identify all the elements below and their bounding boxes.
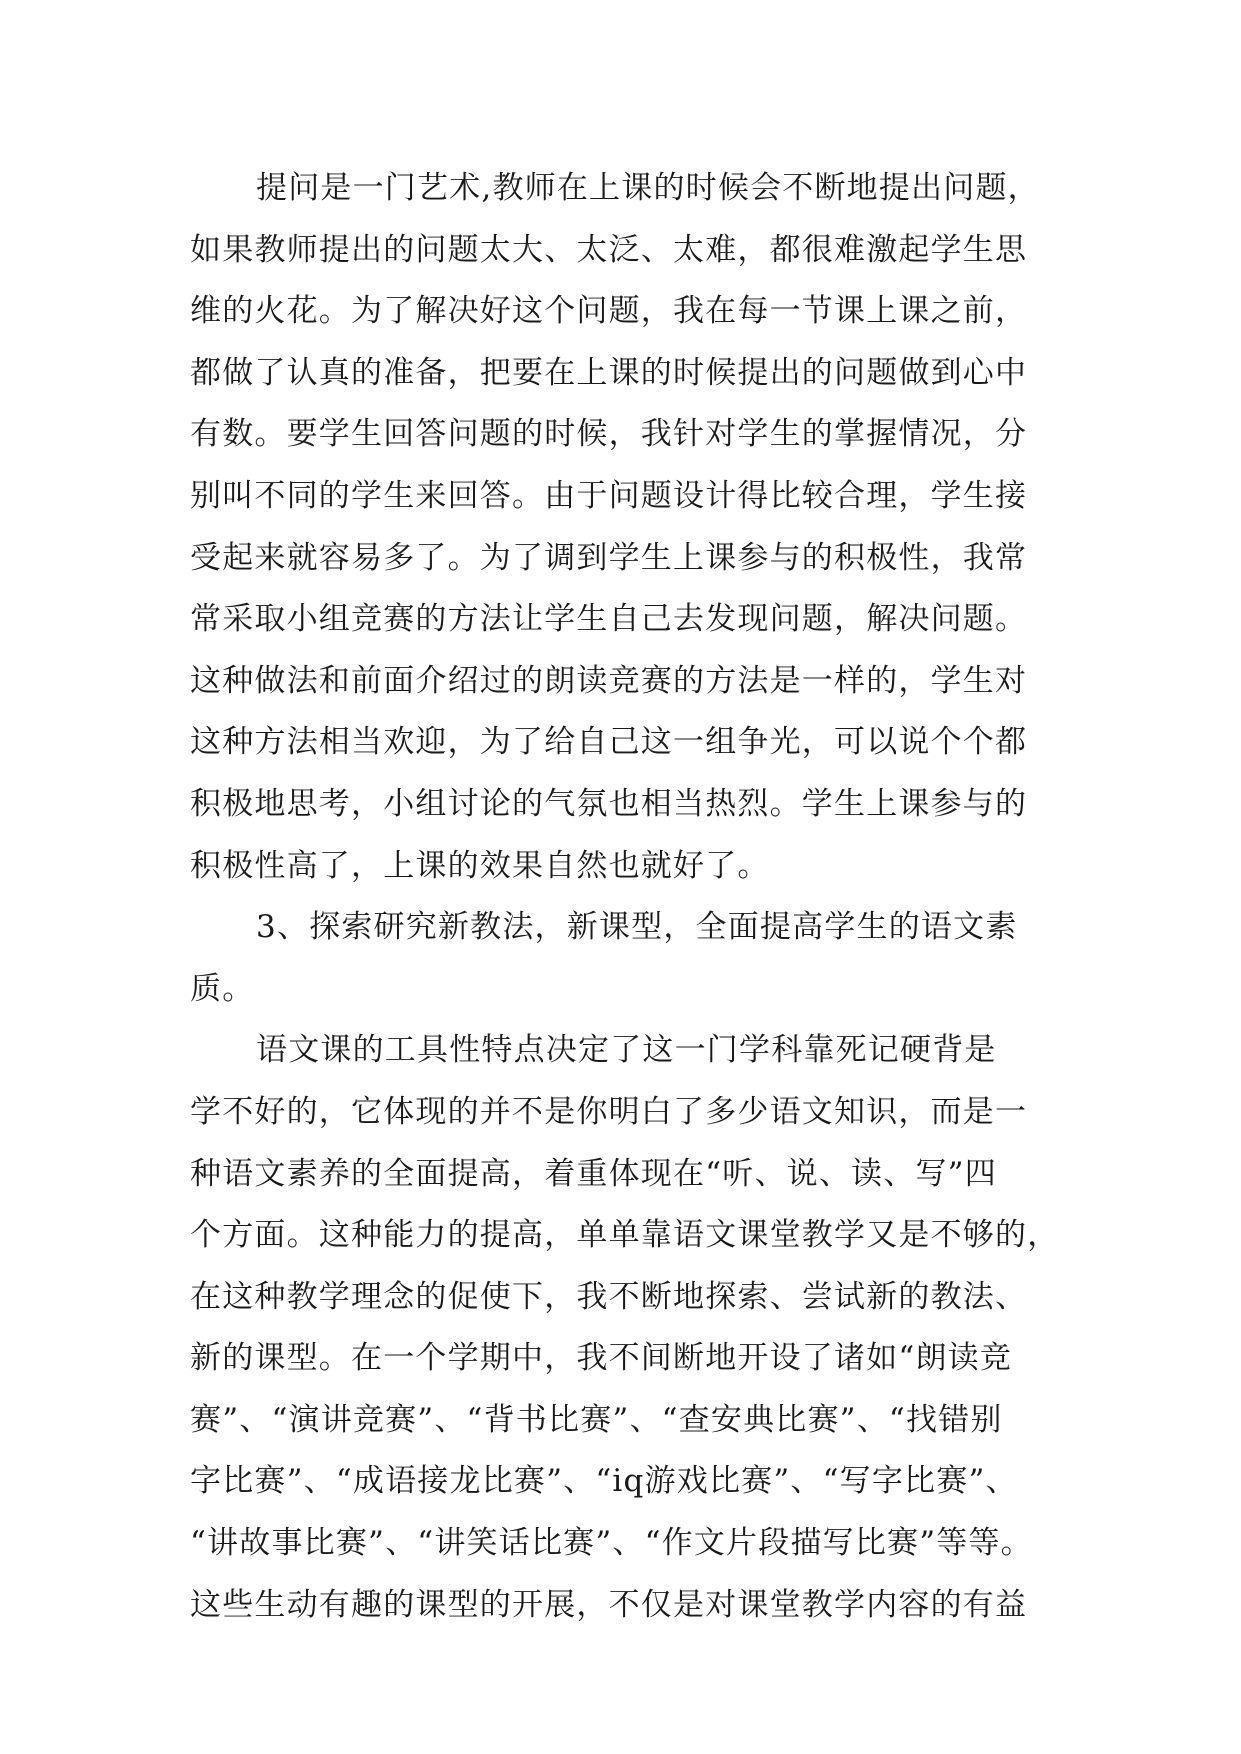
text-line: 个方面。这种能力的提高，单单靠语文课堂教学又是不够的，	[190, 1217, 1060, 1254]
text-line: 赛”、“演讲竞赛”、“背书比赛”、“查安典比赛”、“找错别	[190, 1401, 1003, 1438]
text-line: 积极性高了，上课的效果自然也就好了。	[190, 847, 770, 884]
text-line: 提问是一门艺术,教师在上课的时候会不断地提出问题，	[256, 170, 1040, 206]
text-line: 这种做法和前面介绍过的朗读竞赛的方法是一样的，学生对	[190, 662, 1028, 699]
text-line: 都做了认真的准备，把要在上课的时候提出的问题做到心中	[190, 354, 1028, 391]
text-line: 学不好的，它体现的并不是你明白了多少语文知识，而是一	[190, 1093, 1028, 1130]
text-line: 受起来就容易多了。为了调到学生上课参与的积极性，我常	[190, 539, 1028, 576]
section-heading: 3、探索研究新教法，新课型，全面提高学生的语文素	[256, 909, 1018, 946]
text-line: 有数。要学生回答问题的时候，我针对学生的掌握情况，分	[190, 416, 1028, 453]
text-line: 积极地思考，小组讨论的气氛也相当热烈。学生上课参与的	[190, 785, 1028, 822]
text-line: 别叫不同的学生来回答。由于问题设计得比较合理，学生接	[190, 477, 1028, 514]
text-line: 新的课型。在一个学期中，我不间断地开设了诸如“朗读竞	[190, 1340, 1013, 1377]
text-line: 这些生动有趣的课型的开展，不仅是对课堂教学内容的有益	[190, 1586, 1028, 1623]
text-line: 如果教师提出的问题太大、太泛、太难，都很难激起学生思	[190, 231, 1028, 268]
text-line: 维的火花。为了解决好这个问题，我在每一节课上课之前，	[190, 293, 1028, 330]
section-heading-continued: 质。	[190, 970, 255, 1007]
text-line: 语文课的工具性特点决定了这一门学科靠死记硬背是	[256, 1032, 997, 1069]
text-line: 在这种教学理念的促使下，我不断地探索、尝试新的教法、	[190, 1278, 1028, 1315]
text-line: 常采取小组竞赛的方法让学生自己去发现问题，解决问题。	[190, 601, 1028, 638]
text-line: “讲故事比赛”、“讲笑话比赛”、“作文片段描写比赛”等等。	[190, 1525, 1033, 1562]
text-line: 这种方法相当欢迎，为了给自己这一组争光，可以说个个都	[190, 724, 1028, 761]
text-line: 字比赛”、“成语接龙比赛”、“iq游戏比赛”、“写字比赛”、	[190, 1463, 1018, 1500]
body-text	[190, 158, 1070, 1636]
text-line: 种语文素养的全面提高，着重体现在“听、说、读、写”四	[190, 1155, 997, 1192]
